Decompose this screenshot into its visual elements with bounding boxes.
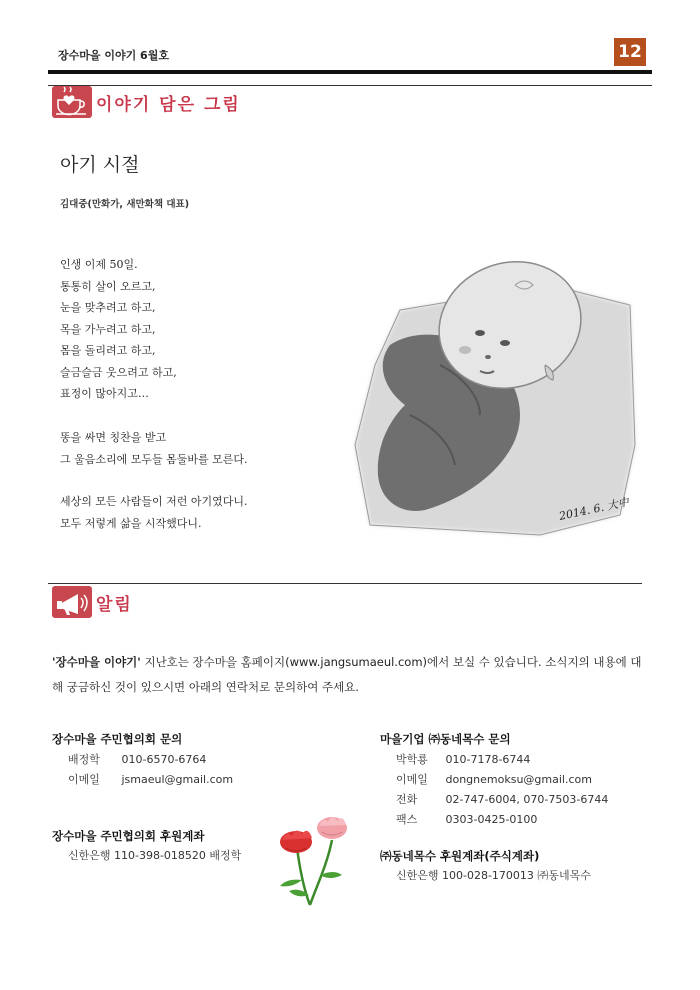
contact-label: 전화 bbox=[396, 793, 418, 806]
contact-label: 박학룡 bbox=[396, 753, 428, 766]
poem-stanza-1 bbox=[60, 254, 177, 405]
poem-line: 똥을 싸면 칭찬을 받고 bbox=[60, 431, 167, 444]
poem-line: 몸을 돌리려고 하고, bbox=[60, 344, 156, 357]
poem-line: 인생 이제 50일. bbox=[60, 258, 138, 271]
red-carnation bbox=[280, 830, 312, 853]
poem-line: 통통히 살이 오르고, bbox=[60, 279, 156, 293]
contact-row bbox=[396, 810, 608, 830]
contact-label: 이메일 bbox=[68, 773, 100, 786]
story-author: 김대중(만화가, 새만화책 대표) bbox=[60, 199, 190, 210]
contact-row bbox=[68, 750, 233, 770]
contact-email[interactable]: dongnemoksu@gmail.com bbox=[445, 773, 592, 786]
contact-row bbox=[68, 770, 233, 790]
baby-illustration bbox=[330, 215, 650, 555]
contact-phone: 010-7178-6744 bbox=[445, 753, 531, 766]
section-title-story: 이야기 담은 그림 bbox=[96, 95, 241, 115]
contact-row bbox=[396, 790, 608, 810]
contact-email[interactable]: jsmaeul@gmail.com bbox=[121, 773, 234, 786]
section-rule bbox=[48, 85, 652, 86]
contact-heading-council-account: 장수마을 주민협의회 후원계좌 bbox=[52, 829, 205, 843]
poem-line: 모두 저렇게 삶을 시작했다니. bbox=[60, 516, 202, 530]
newsletter-title: 장수마을 이야기 6월호 bbox=[58, 49, 169, 62]
contact-list-council bbox=[68, 750, 233, 790]
contact-fax: 0303-0425-0100 bbox=[445, 813, 538, 826]
contact-label: 배정학 bbox=[68, 753, 100, 766]
section-rule bbox=[48, 583, 642, 584]
coffee-cup-icon bbox=[52, 86, 92, 118]
contact-heading-company: 마을기업 ㈜동네목수 문의 bbox=[380, 732, 511, 746]
contact-row bbox=[396, 750, 608, 770]
megaphone-icon bbox=[52, 586, 92, 618]
poem-line: 슬금슬금 웃으려고 하고, bbox=[60, 365, 177, 379]
carnation-illustration bbox=[262, 810, 362, 910]
poem-line: 목을 가누려고 하고, bbox=[60, 322, 156, 336]
notice-paragraph bbox=[52, 650, 652, 700]
poem-line: 표정이 많아지고… bbox=[60, 387, 149, 400]
contact-label: 이메일 bbox=[396, 773, 428, 786]
poem-line: 세상의 모든 사람들이 저런 아기였다니. bbox=[60, 495, 248, 508]
poem-line: 눈을 맞추려고 하고, bbox=[60, 301, 156, 314]
newsletter-name: '장수마을 이야기' bbox=[52, 655, 141, 669]
pink-carnation bbox=[317, 817, 347, 839]
header-rule bbox=[48, 70, 652, 74]
notice-text: 지난호는 장수마을 홈페이지(www.jangsumaeul.com)에서 보실 수 있습니다. 소식지의 내용에 대해 궁금하신 것이 있으시면 아래의 연락처로 문의하여 주세요. bbox=[52, 655, 642, 694]
poem-line: 그 울음소리에 모두들 몸둘바를 모른다. bbox=[60, 452, 248, 466]
poem-stanza-2 bbox=[60, 427, 248, 470]
poem-stanza-3 bbox=[60, 491, 248, 534]
contact-list-company bbox=[396, 750, 608, 830]
contact-label: 팩스 bbox=[396, 813, 418, 826]
council-account: 신한은행 110-398-018520 배정학 bbox=[68, 849, 242, 862]
contact-heading-council: 장수마을 주민협의회 문의 bbox=[52, 732, 183, 746]
company-account: 신한은행 100-028-170013 ㈜동네목수 bbox=[396, 869, 591, 882]
section-title-notice: 알림 bbox=[96, 595, 133, 615]
contact-tel: 02-747-6004, 070-7503-6744 bbox=[445, 793, 609, 806]
illustration-signature: 2014. 6. 大中 bbox=[557, 495, 631, 523]
story-title: 아기 시절 bbox=[60, 154, 140, 176]
contact-row bbox=[396, 770, 608, 790]
page-number-badge: 12 bbox=[614, 38, 646, 66]
contact-phone: 010-6570-6764 bbox=[121, 753, 207, 766]
contact-heading-company-account: ㈜동네목수 후원계좌(주식계좌) bbox=[380, 849, 540, 863]
